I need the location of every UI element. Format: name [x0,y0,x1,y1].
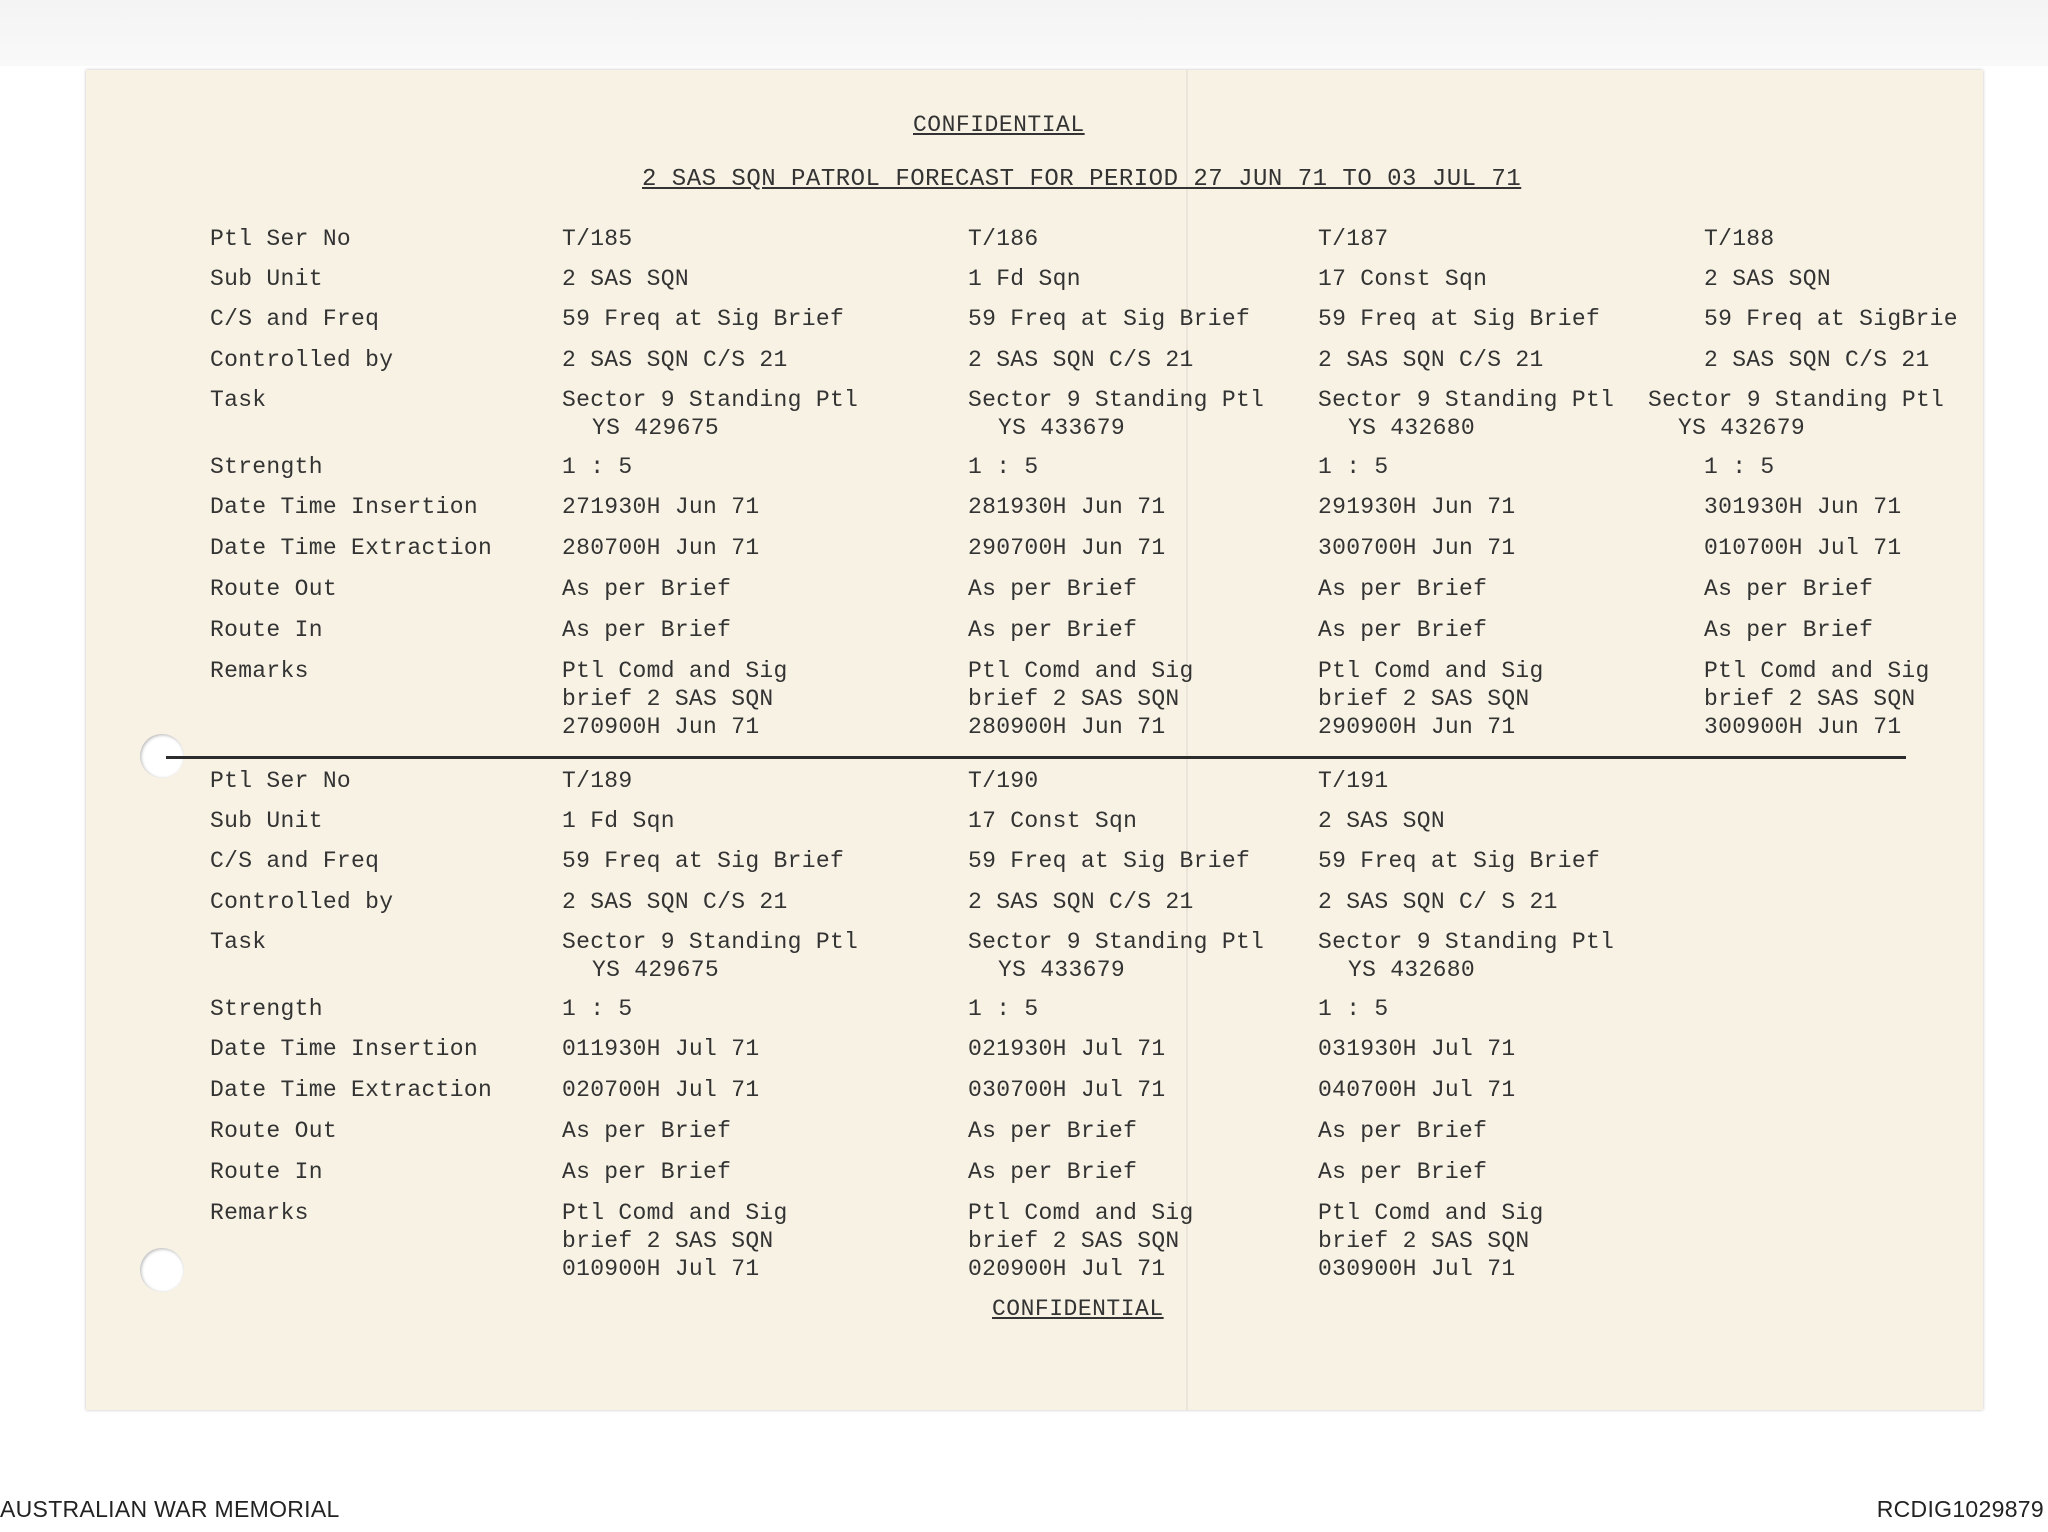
ser-no: T/185 [562,226,633,252]
ser-no: T/186 [968,226,1039,252]
task-grid: YS 429675 [592,957,719,983]
ser-no: T/191 [1318,768,1389,794]
remarks [1318,1199,1544,1283]
row-label: Sub Unit [210,808,323,834]
task-grid: YS 432680 [1348,957,1475,983]
insertion: 021930H Jul 71 [968,1036,1166,1062]
remarks-line: Ptl Comd and Sig [968,658,1194,684]
row-label: Date Time Insertion [210,1036,478,1062]
row-label: Date Time Insertion [210,494,478,520]
insertion: 281930H Jun 71 [968,494,1166,520]
ser-no: T/188 [1704,226,1775,252]
sub-unit: 1 Fd Sqn [562,808,675,834]
controlled-by: 2 SAS SQN C/ S 21 [1318,889,1558,915]
row-label: Route Out [210,576,337,602]
extraction: 300700H Jun 71 [1318,535,1516,561]
remarks-line: brief 2 SAS SQN [1318,1228,1530,1254]
task-grid: YS 433679 [998,415,1125,441]
remarks-line: 290900H Jun 71 [1318,714,1516,740]
extraction: 280700H Jun 71 [562,535,760,561]
controlled-by: 2 SAS SQN C/S 21 [562,889,788,915]
strength: 1 : 5 [1704,454,1775,480]
remarks-line: 010900H Jul 71 [562,1256,760,1282]
route-out: As per Brief [1318,576,1488,602]
route-in: As per Brief [562,617,732,643]
cs-freq: 59 Freq at Sig Brief [562,848,845,874]
remarks-line: 020900H Jul 71 [968,1256,1166,1282]
strength: 1 : 5 [1318,996,1389,1022]
archive-credit: AUSTRALIAN WAR MEMORIAL [0,1496,340,1522]
insertion: 011930H Jul 71 [562,1036,760,1062]
route-in: As per Brief [968,1159,1138,1185]
ser-no: T/190 [968,768,1039,794]
remarks [968,1199,1194,1283]
remarks-line: brief 2 SAS SQN [968,1228,1180,1254]
route-out: As per Brief [562,576,732,602]
strength: 1 : 5 [968,454,1039,480]
row-label: Ptl Ser No [210,768,352,794]
sub-unit: 17 Const Sqn [1318,266,1488,292]
cs-freq: 59 Freq at Sig Brief [1318,306,1601,332]
remarks-line: Ptl Comd and Sig [1704,658,1930,684]
route-in: As per Brief [968,617,1138,643]
task-text: Sector 9 Standing Ptl [968,387,1265,413]
scanner-background [0,0,2048,66]
remarks [562,657,788,741]
extraction: 290700H Jun 71 [968,535,1166,561]
task-grid: YS 432680 [1348,415,1475,441]
remarks-line: brief 2 SAS SQN [1318,686,1530,712]
row-label: Strength [210,996,323,1022]
task [562,928,858,984]
controlled-by: 2 SAS SQN C/S 21 [1318,347,1544,373]
route-out: As per Brief [1318,1118,1488,1144]
classification-footer: CONFIDENTIAL [992,1296,1164,1322]
task [562,386,858,442]
route-in: As per Brief [562,1159,732,1185]
task-text: Sector 9 Standing Ptl [1318,929,1615,955]
cs-freq: 59 Freq at Sig Brief [562,306,845,332]
row-label: Route In [210,1159,323,1185]
task-text: Sector 9 Standing Ptl [1318,387,1615,413]
task [968,928,1264,984]
sub-unit: 2 SAS SQN [562,266,689,292]
row-label: Remarks [210,1200,309,1226]
route-out: As per Brief [1704,576,1874,602]
ser-no: T/187 [1318,226,1389,252]
strength: 1 : 5 [1318,454,1389,480]
extraction: 010700H Jul 71 [1704,535,1902,561]
remarks [968,657,1194,741]
sub-unit: 1 Fd Sqn [968,266,1081,292]
controlled-by: 2 SAS SQN C/S 21 [968,347,1194,373]
sub-unit: 2 SAS SQN [1318,808,1445,834]
controlled-by: 2 SAS SQN C/S 21 [968,889,1194,915]
task-text: Sector 9 Standing Ptl [562,929,859,955]
task [1648,386,1944,442]
row-label: Route In [210,617,323,643]
remarks-line: 280900H Jun 71 [968,714,1166,740]
row-label: Task [210,387,267,413]
remarks-line: brief 2 SAS SQN [1704,686,1916,712]
remarks [1704,657,1930,741]
row-label: Route Out [210,1118,337,1144]
row-label: C/S and Freq [210,848,380,874]
row-label: Sub Unit [210,266,323,292]
remarks-line: Ptl Comd and Sig [1318,1200,1544,1226]
strength: 1 : 5 [562,996,633,1022]
task-grid: YS 432679 [1678,415,1805,441]
row-label: Controlled by [210,347,394,373]
strength: 1 : 5 [562,454,633,480]
classification-header: CONFIDENTIAL [913,112,1085,138]
task-text: Sector 9 Standing Ptl [968,929,1265,955]
task [1318,386,1614,442]
document-title: 2 SAS SQN PATROL FORECAST FOR PERIOD 27 JUN 71 TO 03 JUL 71 [642,166,1522,193]
task-text: Sector 9 Standing Ptl [562,387,859,413]
cs-freq: 59 Freq at Sig Brief [1318,848,1601,874]
extraction: 020700H Jul 71 [562,1077,760,1103]
remarks-line: Ptl Comd and Sig [562,1200,788,1226]
insertion: 031930H Jul 71 [1318,1036,1516,1062]
remarks-line: 300900H Jun 71 [1704,714,1902,740]
archive-id: RCDIG1029879 [1876,1496,2044,1522]
row-label: Controlled by [210,889,394,915]
cs-freq: 59 Freq at Sig Brief [968,306,1251,332]
insertion: 271930H Jun 71 [562,494,760,520]
task-text: Sector 9 Standing Ptl [1648,387,1945,413]
row-label: Strength [210,454,323,480]
remarks [562,1199,788,1283]
route-out: As per Brief [562,1118,732,1144]
remarks [1318,657,1544,741]
task-grid: YS 429675 [592,415,719,441]
route-in: As per Brief [1318,1159,1488,1185]
remarks-line: brief 2 SAS SQN [968,686,1180,712]
route-in: As per Brief [1704,617,1874,643]
controlled-by: 2 SAS SQN C/S 21 [562,347,788,373]
insertion: 291930H Jun 71 [1318,494,1516,520]
route-in: As per Brief [1318,617,1488,643]
punch-hole-lower [140,1248,184,1292]
cs-freq: 59 Freq at SigBrie [1704,306,1958,332]
task-grid: YS 433679 [998,957,1125,983]
row-label: Task [210,929,267,955]
ser-no: T/189 [562,768,633,794]
remarks-line: Ptl Comd and Sig [968,1200,1194,1226]
section-divider [166,756,1906,759]
document-page [86,70,1983,1410]
sub-unit: 2 SAS SQN [1704,266,1831,292]
remarks-line: Ptl Comd and Sig [562,658,788,684]
route-out: As per Brief [968,1118,1138,1144]
insertion: 301930H Jun 71 [1704,494,1902,520]
row-label: Ptl Ser No [210,226,352,252]
row-label: Date Time Extraction [210,1077,493,1103]
row-label: Date Time Extraction [210,535,493,561]
extraction: 030700H Jul 71 [968,1077,1166,1103]
task [968,386,1264,442]
remarks-line: Ptl Comd and Sig [1318,658,1544,684]
row-label: C/S and Freq [210,306,380,332]
cs-freq: 59 Freq at Sig Brief [968,848,1251,874]
remarks-line: brief 2 SAS SQN [562,1228,774,1254]
controlled-by: 2 SAS SQN C/S 21 [1704,347,1930,373]
route-out: As per Brief [968,576,1138,602]
task [1318,928,1614,984]
sub-unit: 17 Const Sqn [968,808,1138,834]
row-label: Remarks [210,658,309,684]
strength: 1 : 5 [968,996,1039,1022]
remarks-line: brief 2 SAS SQN [562,686,774,712]
remarks-line: 270900H Jun 71 [562,714,760,740]
remarks-line: 030900H Jul 71 [1318,1256,1516,1282]
extraction: 040700H Jul 71 [1318,1077,1516,1103]
